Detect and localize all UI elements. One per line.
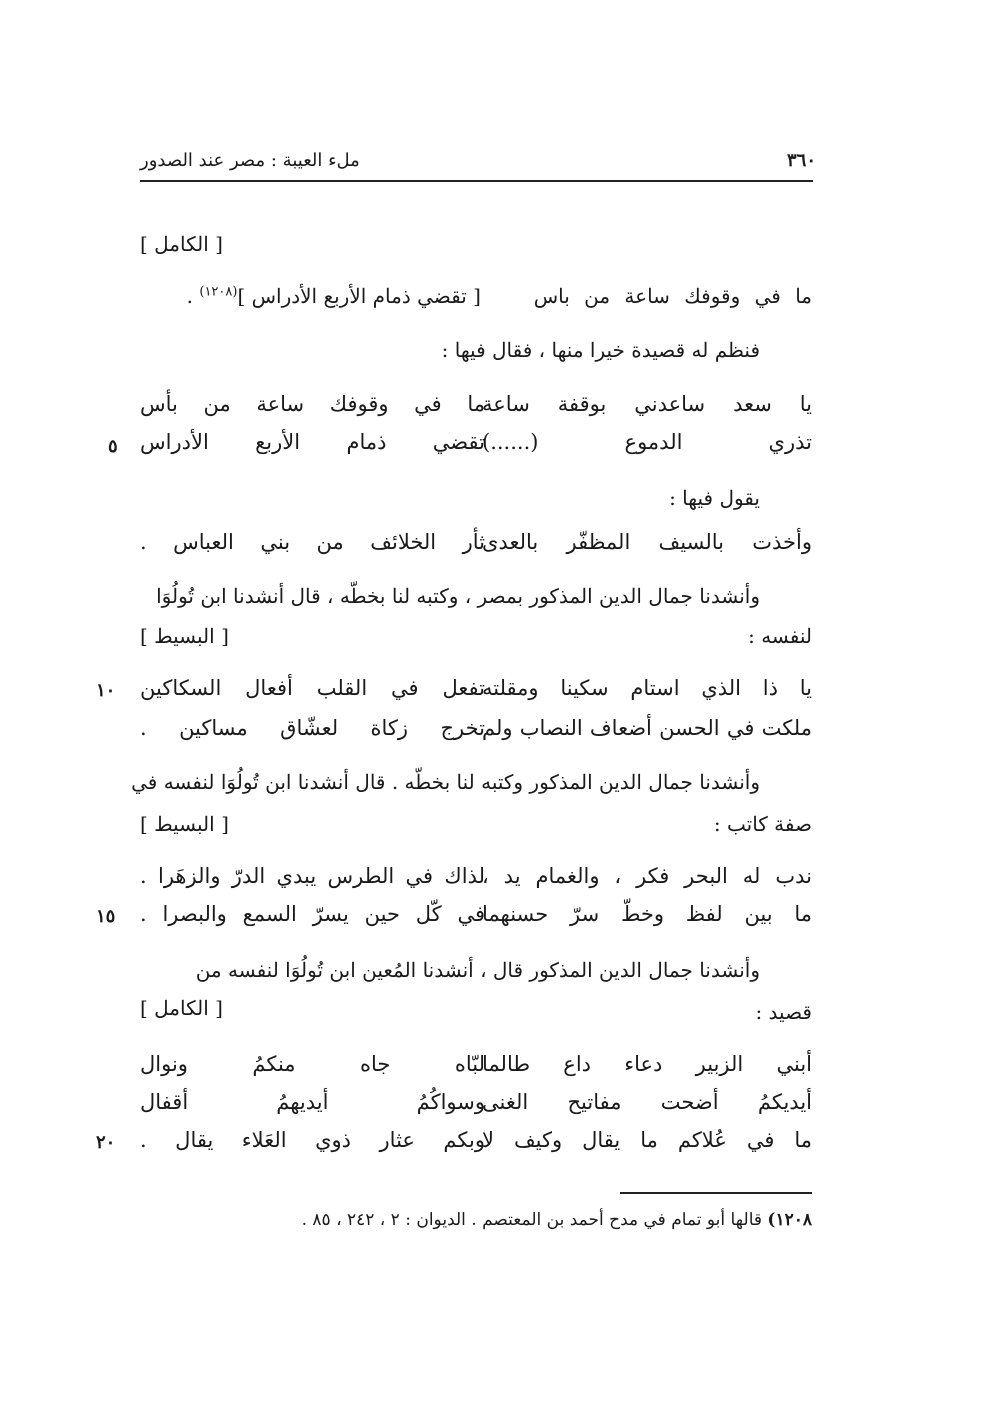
verse-line (140, 392, 812, 432)
verse-hemistich-first: ندب له البحر فكر ، والغمام يد ، (482, 864, 812, 888)
verse-hemistich-first: أيديكمُ أضحت مفاتيح الغنى (482, 1090, 812, 1114)
verse-hemistich-first: وأخذت بالسيف المظفّر بالعدى (482, 530, 812, 554)
meter-label: [ البسيط ] (140, 624, 229, 648)
footnote-number: ١٢٠٨) (767, 1210, 812, 1230)
verse-hemistich-first: أبني الزبير دعاء داع طالما (482, 1052, 812, 1076)
running-title: ملء العيبة : مصر عند الصدور (140, 150, 360, 171)
verse-hemistich-first: ما في عُلاكم ما يقال وكيف لا (482, 1128, 812, 1152)
prose-paragraph: وأنشدنا جمال الدين المذكور قال ، أنشدنا المُعين ابن تُولُوَا لنفسه من (195, 958, 760, 982)
verse-hemistich-second: تخرج زكاة لعشّاق مساكين . (140, 716, 485, 740)
quoted-verse-h1: ما في وقوفك ساعة من باس (533, 284, 812, 308)
verse-hemistich-second: ما في وقوفك ساعة من بأس (140, 392, 485, 416)
verse-hemistich-second: لبّاه جاه منكمُ ونوال (140, 1052, 485, 1076)
line-number: ١٠ (96, 680, 116, 701)
verse-hemistich-second: تقضي ذمام الأربع الأدراس (140, 430, 485, 454)
verse-line (140, 1052, 812, 1092)
verse-hemistich-second: لذاك في الطرس يبدي الدرّ والزهَرا . (140, 864, 485, 888)
prose-paragraph-cont: لنفسه : (748, 624, 812, 648)
footnote-rule (620, 1192, 812, 1194)
verse-hemistich-first: يا ذا الذي استام سكينا ومقلته (482, 676, 812, 700)
verse-line (140, 902, 812, 942)
verse-line (140, 676, 812, 716)
line-number: ٥ (108, 436, 118, 457)
quoted-verse-h2: [ تقضي ذمام الأربع الأدراس ] (237, 284, 481, 308)
quoted-verse-end: . (186, 284, 193, 308)
verse-hemistich-first: ما بين لفظ وخطّ سرّ حسنهما (482, 902, 812, 926)
line-number: ٢٠ (96, 1132, 116, 1153)
prose-paragraph: وأنشدنا جمال الدين المذكور بمصر ، وكتبه لنا بخطّه ، قال أنشدنا ابن تُولُوَا (156, 584, 760, 608)
footnote-ref: (١٢٠٨) (199, 284, 238, 300)
verse-line (140, 716, 812, 756)
prose-paragraph: يقول فيها : (669, 486, 760, 510)
verse-hemistich-first: ملكت في الحسن أضعاف النصاب ولم (482, 716, 812, 740)
meter-label: [ الكامل ] (140, 232, 223, 256)
prose-paragraph: وأنشدنا جمال الدين المذكور وكتبه لنا بخطّه . قال أنشدنا ابن تُولُوَا لنفسه في (131, 770, 760, 794)
verse-line (140, 864, 812, 904)
quoted-verse (140, 284, 812, 308)
prose-paragraph: فنظم له قصيدة خيرا منها ، فقال فيها : (441, 338, 760, 362)
verse-line (140, 430, 812, 470)
footnote (172, 1210, 812, 1230)
meter-label: [ الكامل ] (140, 996, 223, 1020)
verse-hemistich-second: ثأر الخلائف من بني العباس . (140, 530, 485, 554)
verse-line (140, 1128, 812, 1168)
page-number: ٣٦٠ (786, 150, 816, 171)
footnote-text: قالها أبو تمام في مدح أحمد بن المعتصم . الديوان : ٢ ، ٢٤٢ ، ٨٥ . (301, 1210, 763, 1230)
verse-line (140, 530, 812, 570)
verse-hemistich-first: يا سعد ساعدني بوقفة ساعة (482, 392, 812, 416)
prose-paragraph-cont: قصيد : (755, 1000, 812, 1024)
verse-hemistich-second: وسواكُمُ أيديهمُ أقفال (140, 1090, 485, 1114)
prose-paragraph-cont: صفة كاتب : (713, 812, 812, 836)
verse-hemistich-second: تفعل في القلب أفعال السكاكين (140, 676, 485, 700)
verse-hemistich-second: في كّل حين يسرّ السمع والبصرا . (140, 902, 485, 926)
verse-hemistich-second: وبكم عثار ذوي العَلاء يقال . (140, 1128, 485, 1152)
line-number: ١٥ (96, 906, 116, 927)
verse-hemistich-first: تذري الدموع (......) (482, 430, 812, 454)
meter-label: [ البسيط ] (140, 812, 229, 836)
header-rule (140, 180, 813, 182)
verse-line (140, 1090, 812, 1130)
